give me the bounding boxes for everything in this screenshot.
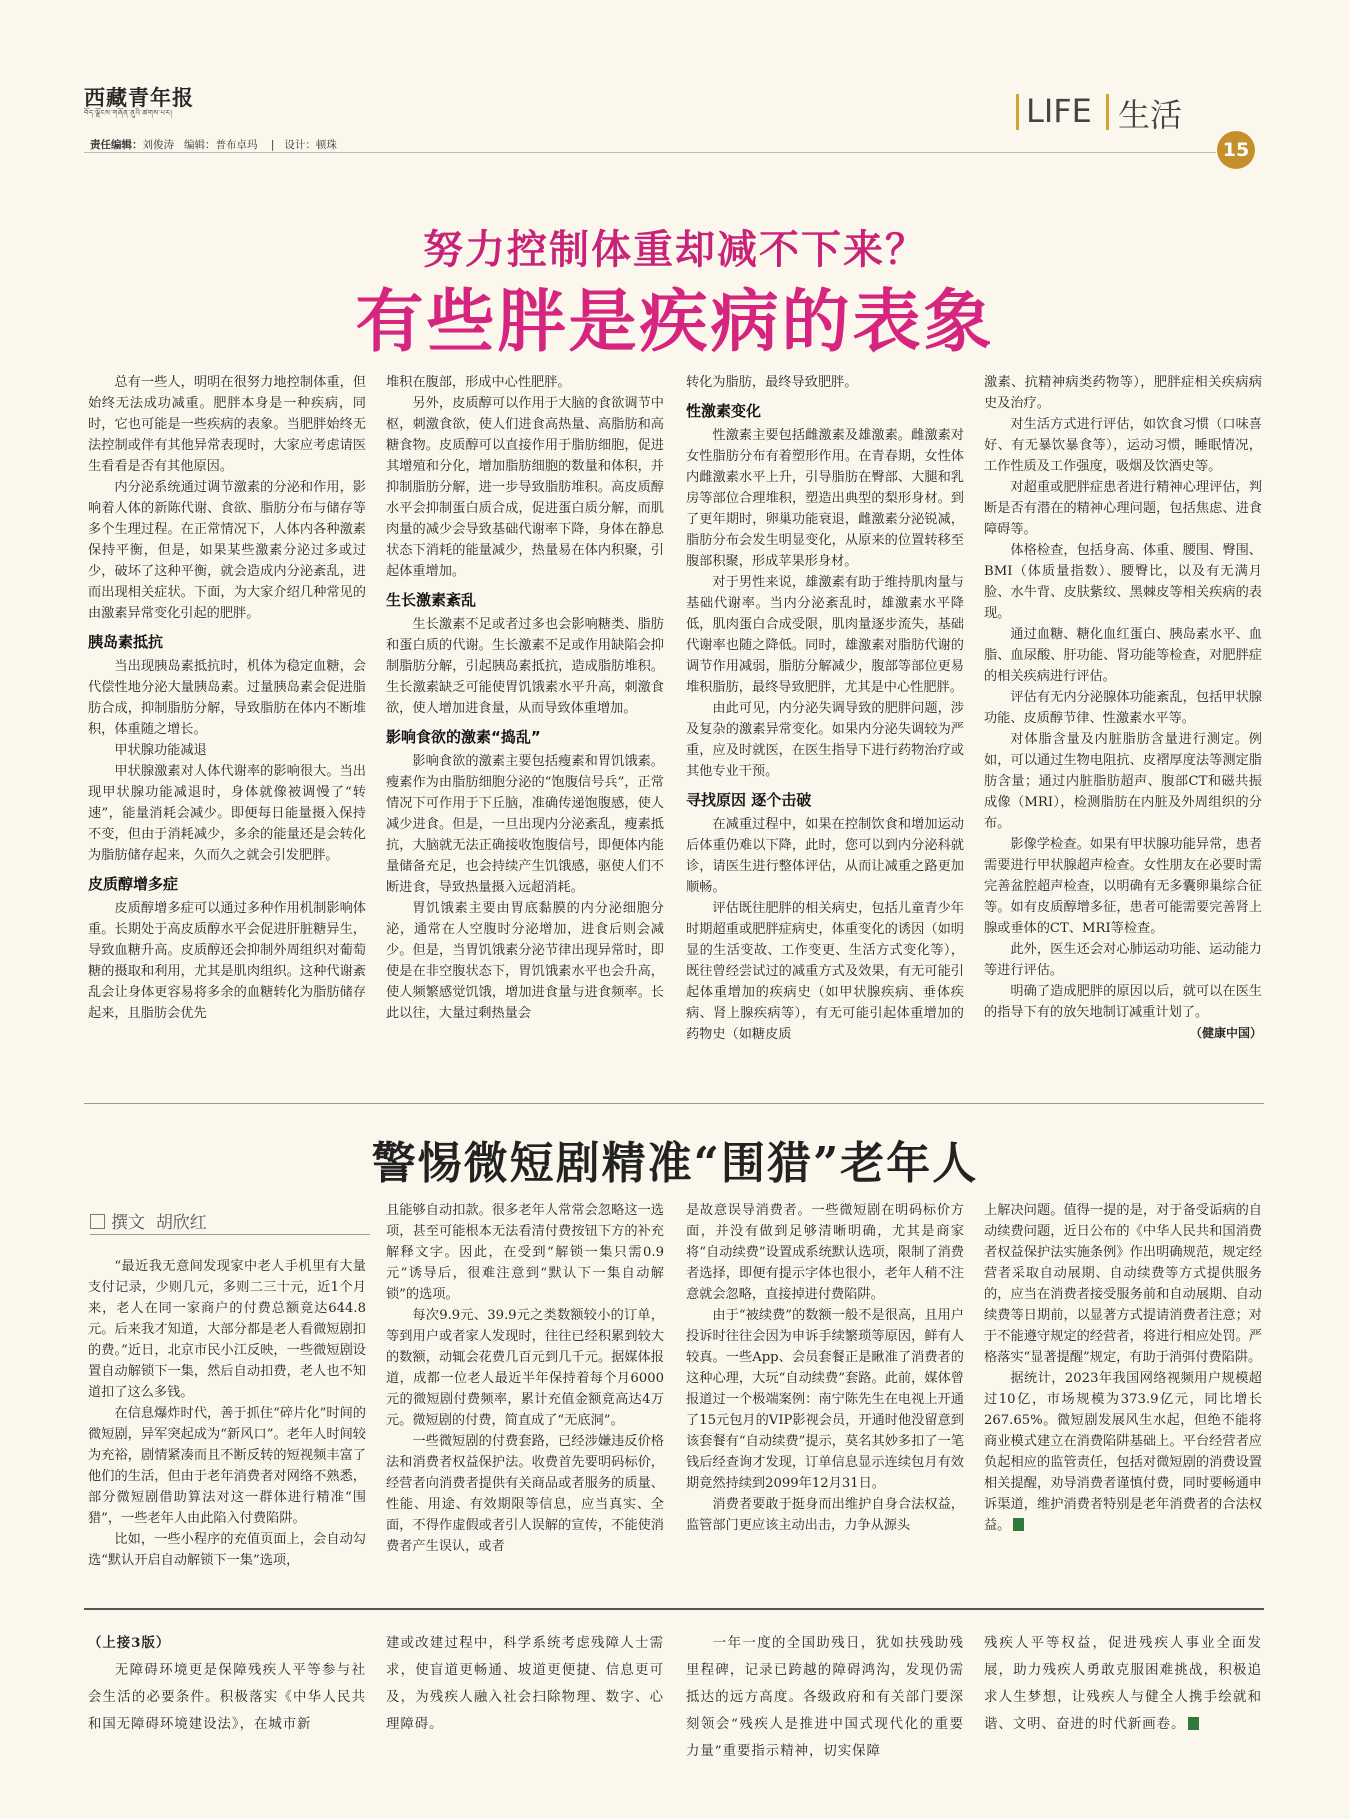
paragraph: 影响食欲的激素主要包括瘦素和胃饥饿素。瘦素作为由脂肪细胞分泌的“饱腹信号兵”，正常情况下可作用于下丘脑，准确传递饱腹感，使人减少进食。但是，一旦出现内分泌紊乱，瘦素抵抗，大脑就无法正确接收饱腹信号，即便体内能量储备充足，也会持续产生饥饿感，驱使人们不断进食，导致热量摄入远超消耗。 [386,754,664,895]
article1-column-3 [686,372,964,1088]
paragraph: 性激素主要包括雌激素及雄激素。雌激素对女性脂肪分布有着塑形作用。在青春期，女性体内雌激素水平上升，引导脂肪在臀部、大腿和乳房等部位合理堆积，塑造出典型的梨形身材。到了更年期时，卵巢功能衰退，雌激素分泌锐减，脂肪分布会发生明显变化，从原来的位置转移至腹部积聚，形成苹果形身材。 [686,428,964,569]
section-heading: 生长激素紊乱 [386,591,477,609]
continuation-column-1 [88,1630,366,1780]
paragraph: 激素、抗精神病类药物等），肥胖症相关疾病病史及治疗。 [984,375,1262,411]
article1-title: 有些胖是疾病的表象 [355,283,995,362]
section-heading: 性激素变化 [686,402,762,420]
article1-column-2 [386,372,664,1088]
paragraph: 由此可见，内分泌失调导致的肥胖问题，涉及复杂的激素异常变化。如果内分泌失调较为严重，应及时就医，在医生指导下进行药物治疗或其他专业干预。 [686,701,964,779]
paragraph: 评估既往肥胖的相关病史，包括儿童青少年时期超重或肥胖症病史，体重变化的诱因（如明显的生活变故、工作变更、生活方式变化等），既往曾经尝试过的减重方式及效果，有无可能引起体重增加的疾病史（如甲状腺疾病、垂体疾病、肾上腺疾病等），有无可能引起体重增加的药物史（如糖皮质 [686,901,964,1042]
section-heading: 胰岛素抵抗 [88,633,164,651]
paragraph: 在减重过程中，如果在控制饮食和增加运动后体重仍难以下降，此时，您可以到内分泌科就诊，请医生进行整体评估，从而让减重之路更加顺畅。 [686,817,964,895]
article-separator [84,1103,1264,1104]
continuation-column-3 [686,1630,964,1780]
paragraph: 无障碍环境更是保障残疾人平等参与社会生活的必要条件。积极落实《中华人民共和国无障碍环境建设法》，在城市新 [88,1663,366,1732]
newspaper-name-tibetan: བོད་ལྗོངས་གཞོན་ནུའི་ཚགས་པར། [84,109,173,117]
paragraph: 一年一度的全国助残日，犹如扶残助残里程碑，记录已跨越的障碍鸿沟，发现仍需抵达的远方高度。各级政府和有关部门要深刻领会“残疾人是推进中国式现代化的重要力量”重要指示精神，切实保障 [686,1636,964,1759]
section-heading: 寻找原因 逐个击破 [686,791,812,809]
paragraph: 上解决问题。值得一提的是，对于备受诟病的自动续费问题，近日公布的《中华人民共和国消费者权益保护法实施条例》作出明确规范，规定经营者采取自动展期、自动续费等方式提供服务的，应当在消费者接受服务前和自动展期、自动续费等日期前，以显著方式提请消费者注意；对于不能遵守规定的经营者，将进行相应处罚。严格落实“显著提醒”规定，有助于消弭付费陷阱。 [984,1203,1262,1365]
article1-column-4 [984,372,1262,1088]
paragraph: 在信息爆炸时代，善于抓住“碎片化”时间的微短剧，异军突起成为“新风口”。老年人时间较为充裕，剧情紧凑而且不断反转的短视频丰富了他们的生活，但由于老年消费者对网络不熟悉，部分微短剧借助算法对这一群体进行精准“围猎”，一些老年人由此陷入付费陷阱。 [88,1406,366,1526]
paragraph: 对体脂含量及内脏脂肪含量进行测定。例如，可以通过生物电阻抗、皮褶厚度法等测定脂肪含量；通过内脏脂肪超声、腹部CT和磁共振成像（MRI），检测脂肪在内脏及外周组织的分布。 [984,732,1262,831]
continuation-label: （上接3版） [88,1635,171,1651]
article2-column-4 [984,1200,1262,1596]
page-number-badge: 15 [1217,131,1255,169]
section-heading: 皮质醇增多症 [88,875,179,893]
paragraph: 皮质醇增多症可以通过多种作用机制影响体重。长期处于高皮质醇水平会促进肝脏糖异生，导致血糖升高。皮质醇还会抑制外周组织对葡萄糖的摄取和利用，尤其是肌肉组织。这种代谢紊乱会让身体更容易将多余的血糖转化为脂肪储存起来，且脂肪会优先 [88,901,366,1021]
end-mark-icon [1188,1717,1199,1730]
paragraph: 转化为脂肪，最终导致肥胖。 [686,375,858,390]
editorial-credits: 责任编辑：刘俊涛 编辑：普布卓玛 | 设计：顿珠 [90,139,337,151]
section-divider [1106,94,1109,130]
continuation-separator [84,1608,1264,1610]
paragraph: 影像学检查。如果有甲状腺功能异常，患者需要进行甲状腺超声检查。女性朋友在必要时需完善盆腔超声检查，以明确有无多囊卵巢综合征等。如有皮质醇增多征，患者可能需要完善肾上腺或垂体的CT、MRI等检查。 [984,837,1262,936]
paragraph: 一些微短剧的付费套路，已经涉嫌违反价格法和消费者权益保护法。收费首先要明码标价，经营者向消费者提供有关商品或者服务的质量、性能、用途、有效期限等信息，应当真实、全面，不得作虚假或者引人误解的宣传，不能使消费者产生误认，或者 [386,1434,664,1554]
paragraph: 体格检查，包括身高、体重、腰围、臀围、BMI（体质量指数）、腰臀比，以及有无满月脸、水牛背、皮肤紫纹、黑棘皮等相关疾病的表现。 [984,543,1262,621]
byline: 撰文 胡欣红 [90,1208,207,1233]
continuation-column-2 [386,1630,664,1780]
paragraph: 对于男性来说，雄激素有助于维持肌肉量与基础代谢率。当内分泌紊乱时，雄激素水平降低，肌肉蛋白合成受限，肌肉量逐步流失，基础代谢率也随之降低。同时，雄激素对脂肪代谢的调节作用减弱，脂肪分解减少，腹部等部位更易堆积脂肪，最终导致肥胖，尤其是中心性肥胖。 [686,575,964,695]
section-divider [1016,94,1019,130]
article2-column-1 [88,1256,366,1596]
article1-subtitle: 努力控制体重却减不下来？ [423,226,927,273]
article-source: （健康中国） [1189,1026,1262,1040]
article2-column-3 [686,1200,964,1596]
paragraph: 对超重或肥胖症患者进行精神心理评估，判断是否有潜在的精神心理问题，包括焦虑、进食障碍等。 [984,480,1262,537]
paragraph: 胃饥饿素主要由胃底黏膜的内分泌细胞分泌，通常在人空腹时分泌增加，进食后则会减少。但是，当胃饥饿素分泌节律出现异常时，即使是在非空腹状态下，胃饥饿素水平也会升高，使人频繁感觉饥饿，增加进食量与进食频率。长此以往，大量过剩热量会 [386,901,664,1021]
article2-column-2 [386,1200,664,1596]
newspaper-name: 西藏青年报 [84,85,194,110]
paragraph: 消费者要敢于挺身而出维护自身合法权益，监管部门更应该主动出击，力争从源头 [686,1497,964,1533]
paragraph: 堆积在腹部，形成中心性肥胖。 [386,375,571,390]
paragraph: 且能够自动扣款。很多老年人常常会忽略这一选项，甚至可能根本无法看清付费按钮下方的补充解释文字。因此，在受到“解锁一集只需0.9元”诱导后，很难注意到“默认下一集自动解锁”的选项。 [386,1203,664,1302]
article2-title: 警惕微短剧精准“围猎”老年人 [371,1138,979,1189]
paragraph: 通过血糖、糖化血红蛋白、胰岛素水平、血脂、血尿酸、肝功能、肾功能等检查，对肥胖症的相关疾病进行评估。 [984,627,1262,684]
paragraph: 对生活方式进行评估，如饮食习惯（口味喜好、有无暴饮暴食等），运动习惯，睡眠情况，工作性质及工作强度，吸烟及饮酒史等。 [984,417,1262,474]
paragraph: 由于“被续费”的数额一般不是很高，且用户投诉时往往会因为申诉手续繁琐等原因，鲜有人较真。一些App、会员套餐正是瞅准了消费者的这种心理，大玩“自动续费”套路。此前，媒体曾报道过一个极端案例：南宁陈先生在电视上开通了15元包月的VIP影视会员，开通时他没留意到该套餐有“自动续费”提示，莫名其妙多扣了一笔钱后经查询才发现，订单信息显示连续包月有效期竟然持续到2099年12月31日。 [686,1308,964,1491]
paragraph: 比如，一些小程序的充值页面上，会自动勾选“默认开启自动解锁下一集”选项， [88,1532,366,1568]
paragraph: 此外，医生还会对心肺运动功能、运动能力等进行评估。 [984,942,1262,978]
paragraph: 评估有无内分泌腺体功能紊乱，包括甲状腺功能、皮质醇节律、性激素水平等。 [984,690,1262,726]
section-label-en: LIFE [1026,92,1092,130]
header-rule [84,152,1216,153]
section-heading: 影响食欲的激素“捣乱” [386,728,541,746]
paragraph: 另外，皮质醇可以作用于大脑的食欲调节中枢，刺激食欲，使人们进食高热量、高脂肪和高糖食物。皮质醇可以直接作用于脂肪细胞，促进其增殖和分化，增加脂肪细胞的数量和体积，并抑制脂肪分解，进一步导致脂肪堆积。高皮质醇水平会抑制蛋白质合成，促进蛋白质分解，而肌肉量的减少会导致基础代谢率下降，身体在静息状态下消耗的能量减少，热量易在体内积聚，引起体重增加。 [386,396,664,579]
paragraph: 甲状腺功能减退 [114,743,207,758]
paragraph: “最近我无意间发现家中老人手机里有大量支付记录，少则几元，多则二三十元，近1个月来，老人在同一家商户的付费总额竟达644.8元。后来我才知道，大部分都是老人看微短剧扣的费。”近日，北京市民小江反映，一些微短剧设置自动解锁下一集，然后自动扣费，老人也不知道扣了这么多钱。 [88,1259,366,1400]
paragraph: 残疾人平等权益，促进残疾人事业全面发展，助力残疾人勇敢克服困难挑战，积极追求人生梦想，让残疾人与健全人携手绘就和谐、文明、奋进的时代新画卷。 [984,1636,1262,1732]
section-label-cn: 生活 [1118,96,1183,134]
continuation-column-4 [984,1630,1262,1780]
paragraph: 是故意误导消费者。一些微短剧在明码标价方面，并没有做到足够清晰明确，尤其是商家将“自动续费”设置成系统默认选项，限制了消费者选择，即便有提示字体也很小，老年人稍不注意就会忽略，直接掉进付费陷阱。 [686,1203,964,1302]
paragraph: 据统计，2023年我国网络视频用户规模超过10亿，市场规模为373.9亿元，同比增长267.65%。微短剧发展风生水起，但绝不能将商业模式建立在消费陷阱基础上。平台经营者应负起相应的监管责任，包括对微短剧的消费设置相关提醒，劝导消费者谨慎付费，同时要畅通申诉渠道，维护消费者特别是老年消费者的合法权益。 [984,1371,1262,1533]
author-name: 胡欣红 [155,1213,207,1233]
paragraph: 内分泌系统通过调节激素的分泌和作用，影响着人体的新陈代谢、食欲、脂肪分布与储存等多个生理过程。在正常情况下，人体内各种激素保持平衡，但是，如果某些激素分泌过多或过少，破坏了这种平衡，就会造成内分泌紊乱，进而出现相关症状。下面，为大家介绍几种常见的由激素异常变化引起的肥胖。 [88,480,366,621]
paragraph: 明确了造成肥胖的原因以后，就可以在医生的指导下有的放矢地制订减重计划了。 [984,984,1262,1020]
pen-icon [90,1214,105,1229]
paragraph: 建或改建过程中，科学系统考虑残障人士需求，使盲道更畅通、坡道更便捷、信息更可及，为残疾人融入社会扫除物理、数字、心理障碍。 [386,1636,664,1732]
paragraph: 总有一些人，明明在很努力地控制体重，但始终无法成功减重。肥胖本身是一种疾病，同时，它也可能是一些疾病的表象。当肥胖始终无法控制或伴有其他异常表现时，大家应考虑请医生看看是否有其他原因。 [88,375,366,474]
paragraph: 生长激素不足或者过多也会影响糖类、脂肪和蛋白质的代谢。生长激素不足或作用缺陷会抑制脂肪分解，引起胰岛素抵抗，造成脂肪堆积。生长激素缺乏可能使胃饥饿素水平升高，刺激食欲，使人增加进食量，从而导致体重增加。 [386,617,664,716]
paragraph: 每次9.9元、39.9元之类数额较小的订单，等到用户或者家人发现时，往往已经积累到较大的数额，动辄会花费几百元到几千元。据媒体报道，成都一位老人最近半年保持着每个月6000元的微短剧付费频率，累计充值金额竟高达4万元。微短剧的付费，简直成了“无底洞”。 [386,1308,664,1428]
paragraph: 甲状腺激素对人体代谢率的影响很大。当出现甲状腺功能减退时，身体就像被调慢了“转速”，能量消耗会减少。即便每日能量摄入保持不变，但由于消耗减少，多余的能量还是会转化为脂肪储存起来，久而久之就会引发肥胖。 [88,764,366,863]
article1-column-1 [88,372,366,1088]
byline-rule [90,1234,370,1235]
paragraph: 当出现胰岛素抵抗时，机体为稳定血糖，会代偿性地分泌大量胰岛素。过量胰岛素会促进脂肪合成，抑制脂肪分解，导致脂肪在体内不断堆积，体重随之增长。 [88,659,366,737]
end-mark-icon [1013,1518,1024,1531]
